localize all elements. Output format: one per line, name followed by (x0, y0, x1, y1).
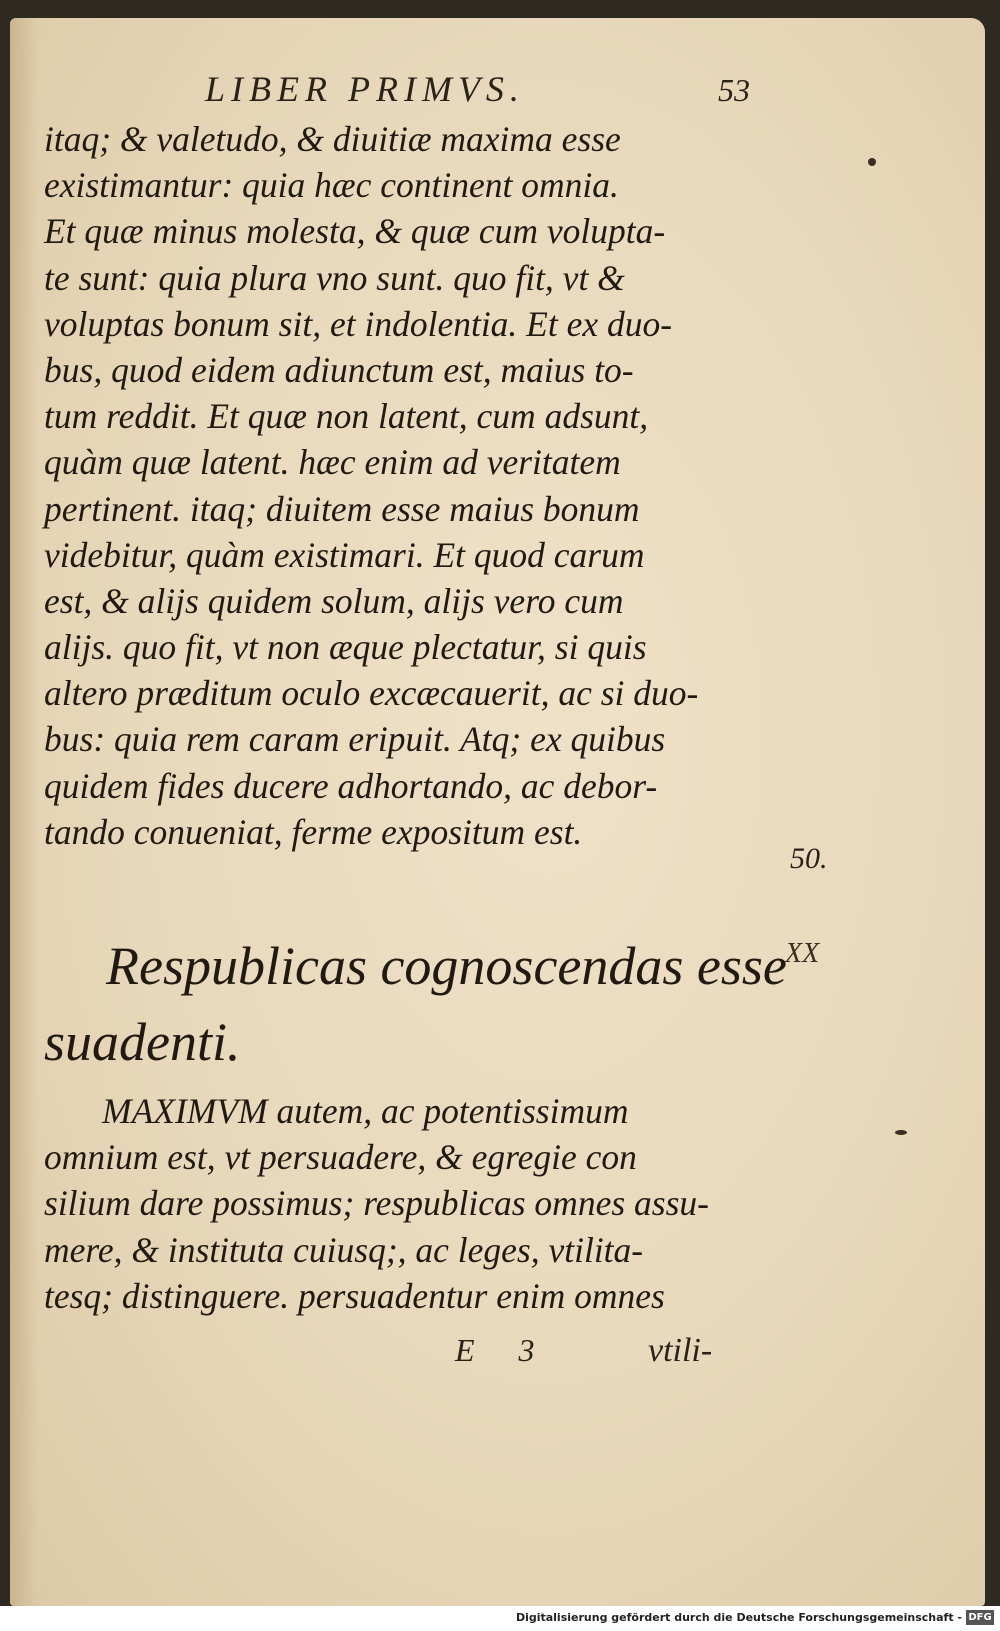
text-line: te sunt: quia plura vno sunt. quo fit, vt & (44, 257, 625, 298)
margin-annotation: XX (785, 938, 820, 969)
paragraph-1 (44, 116, 769, 855)
page-number: 53 (718, 72, 750, 108)
text-line: videbitur, quàm existimari. Et quod carum (44, 534, 645, 575)
paragraph-2 (44, 1088, 769, 1319)
signature-mark: E 3 (455, 1332, 553, 1368)
text-line: est, & alijs quidem solum, alijs vero cum (44, 580, 624, 621)
dfg-logo: DFG (966, 1610, 994, 1625)
text-line: silium dare possimus; respublicas omnes assu- (44, 1183, 709, 1224)
text-line: quàm quæ latent. hæc enim ad veritatem (44, 442, 621, 483)
text-line: alijs. quo fit, vt non æque plectatur, si quis (44, 627, 647, 668)
text-line: omnium est, vt persuadere, & egregie con (44, 1137, 637, 1178)
text-line: pertinent. itaq; diuitem esse maius bonum (44, 488, 640, 529)
text-line: bus, quod eidem adiunctum est, maius to- (44, 349, 634, 390)
text-line: tum reddit. Et quæ non latent, cum adsunt, (44, 396, 649, 437)
ink-spot (895, 1130, 907, 1135)
running-head: LIBER PRIMVS. (205, 69, 525, 109)
section-heading (44, 928, 787, 1080)
ink-spot (868, 158, 876, 166)
digitization-credit: Digitalisierung gefördert durch die Deutsche Forschungsgemeinschaft - (515, 1611, 962, 1624)
text-line: existimantur: quia hæc continent omnia. (44, 165, 619, 206)
text-line: itaq; & valetudo, & diuitiæ maxima esse (44, 119, 621, 159)
text-line: quidem fides ducere adhortando, ac debor- (44, 765, 658, 806)
text-line: altero præditum oculo excæcauerit, ac si duo- (44, 673, 699, 714)
text-line: MAXIMVM autem, ac potentissimum (102, 1091, 629, 1131)
catchword: vtili- (648, 1332, 713, 1369)
text-line: Et quæ minus molesta, & quæ cum volupta- (44, 211, 666, 252)
text-line: tando conueniat, ferme expositum est. (44, 811, 583, 852)
digitization-footer (0, 1606, 1000, 1631)
heading-line: suadenti. (44, 1012, 241, 1072)
page-gutter-shadow (10, 18, 38, 1606)
text-line: voluptas bonum sit, et indolentia. Et ex duo- (44, 303, 673, 344)
text-line: mere, & instituta cuiusq;, ac leges, vtilita- (44, 1229, 644, 1270)
text-line: tesq; distinguere. persuadentur enim omnes (44, 1275, 665, 1316)
text-line: bus: quia rem caram eripuit. Atq; ex quibus (44, 719, 666, 760)
margin-line-number: 50. (790, 842, 828, 875)
heading-line: Respublicas cognoscendas esse (106, 936, 787, 996)
